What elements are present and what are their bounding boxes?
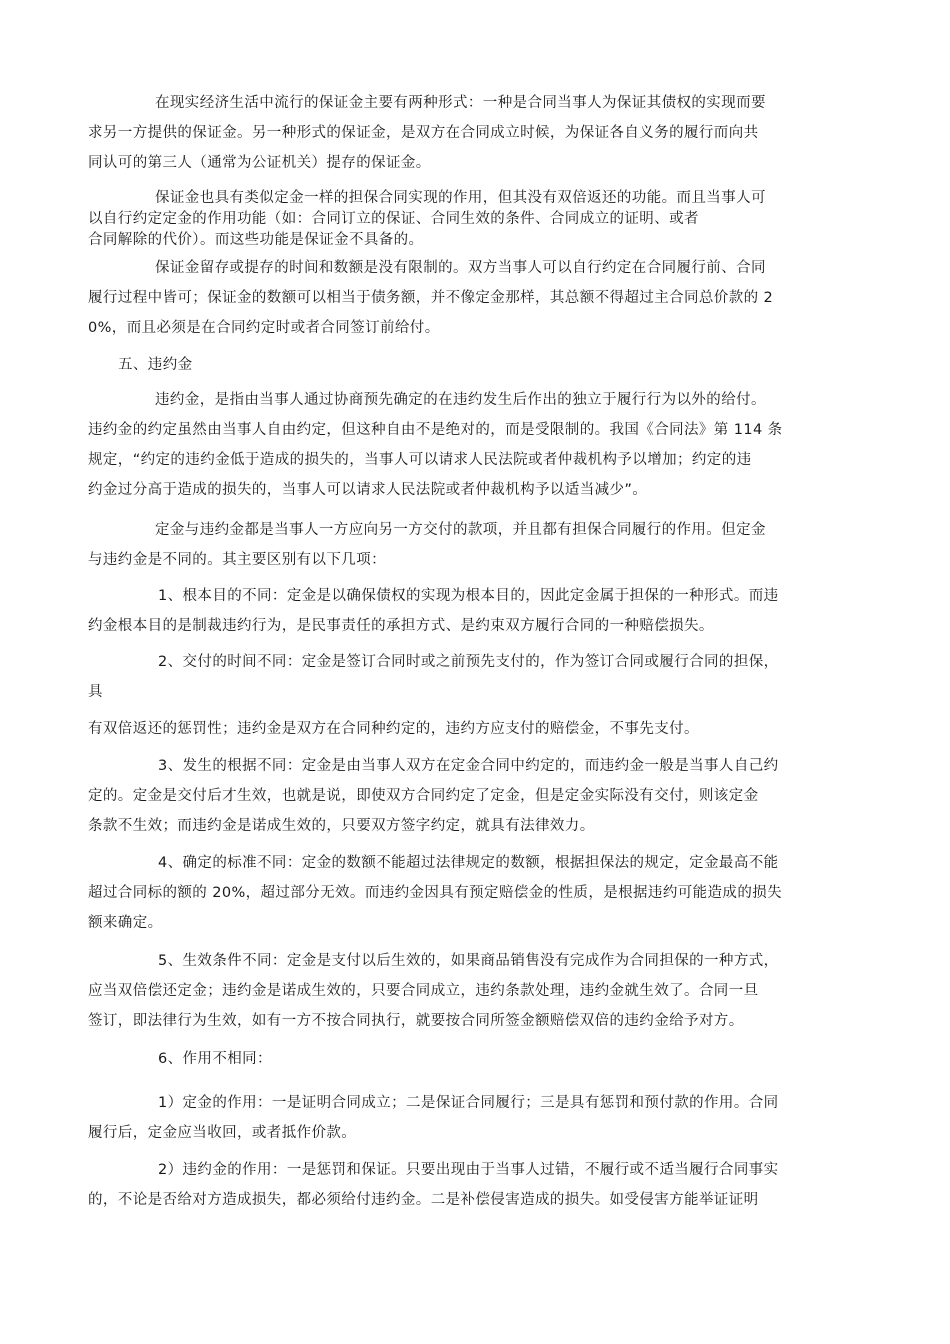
text-line: 定的。定金是交付后才生效，也就是说，即使双方合同约定了定金，但是定金实际没有交付，则该定金: [88, 788, 759, 804]
text-line: 履行过程中皆可；保证金的数额可以相当于债务额，并不像定金那样，其总额不得超过主合同总价款的 2: [88, 290, 774, 306]
text-line: 违约金的约定虽然由当事人自由约定，但这种自由不是绝对的，而是受限制的。我国《合同法》第 114 条: [88, 422, 783, 438]
paragraph: [88, 647, 872, 707]
text-line: 2、交付的时间不同：定金是签订合同时或之前预先支付的，作为签订合同或履行合同的担保，: [158, 654, 779, 670]
text-line: 3、发生的根据不同：定金是由当事人双方在定金合同中约定的，而违约金一般是当事人自己约: [158, 758, 779, 774]
paragraph: [88, 751, 872, 841]
text-line: 保证金留存或提存的时间和数额是没有限制的。双方当事人可以自行约定在合同履行前、合同: [155, 260, 766, 276]
paragraph: [88, 581, 872, 641]
paragraph: [88, 1155, 872, 1215]
text-line: 的，不论是否给对方造成损失，都必须给付违约金。二是补偿侵害造成的损失。如受侵害方能举证证明: [88, 1192, 759, 1208]
text-line: 定金与违约金都是当事人一方应向另一方交付的款项，并且都有担保合同履行的作用。但定金: [155, 522, 766, 538]
text-line: 2）违约金的作用：一是惩罚和保证。只要出现由于当事人过错，不履行或不适当履行合同事实: [158, 1162, 779, 1178]
text-line: 履行后，定金应当收回，或者抵作价款。: [88, 1125, 357, 1141]
paragraph: [88, 515, 872, 575]
text-line: 0%，而且必须是在合同约定时或者合同签订前给付。: [88, 320, 440, 336]
text-line: 规定，“约定的违约金低于造成的损失的，当事人可以请求人民法院或者仲裁机构予以增加；约定的违: [88, 452, 752, 468]
text-line: 6、作用不相同：: [158, 1051, 272, 1067]
paragraph: [88, 1044, 872, 1074]
paragraph: [88, 848, 872, 938]
text-line: 5、生效条件不同：定金是支付以后生效的，如果商品销售没有完成作为合同担保的一种方式，: [158, 953, 779, 969]
text-line: 违约金，是指由当事人通过协商预先确定的在违约发生后作出的独立于履行行为以外的给付。: [155, 392, 766, 408]
paragraph: [88, 88, 872, 178]
paragraph: [88, 385, 872, 505]
text-line: 条款不生效；而违约金是诺成生效的，只要双方签字约定，就具有法律效力。: [88, 818, 595, 834]
text-line: 签订，即法律行为生效，如有一方不按合同执行，就要按合同所签金额赔偿双倍的违约金给予对方。: [88, 1013, 744, 1029]
paragraph: [88, 714, 872, 744]
paragraph: [88, 946, 872, 1036]
text-line: 约金根本目的是制裁违约行为，是民事责任的承担方式、是约束双方履行合同的一种赔偿损失。: [88, 618, 714, 634]
section-heading: [88, 350, 872, 380]
text-line: 1、根本目的不同：定金是以确保债权的实现为根本目的，因此定金属于担保的一种形式。而违: [158, 588, 779, 604]
text-line: 应当双倍偿还定金；违约金是诺成生效的，只要合同成立，违约条款处理，违约金就生效了。合同一旦: [88, 983, 759, 999]
paragraph: [88, 188, 872, 251]
text-line: 具: [88, 684, 103, 700]
text-line: 保证金也具有类似定金一样的担保合同实现的作用，但其没有双倍返还的功能。而且当事人可: [155, 190, 766, 206]
text-line: 1）定金的作用：一是证明合同成立；二是保证合同履行；三是具有惩罚和预付款的作用。合同: [158, 1095, 779, 1111]
text-line: 同认可的第三人（通常为公证机关）提存的保证金。: [88, 155, 431, 171]
paragraph: [88, 1088, 872, 1148]
text-line: 合同解除的代价）。而这些功能是保证金不具备的。: [88, 232, 424, 248]
paragraph: [88, 253, 872, 343]
text-line: 额来确定。: [88, 915, 163, 931]
text-line: 与违约金是不同的。其主要区别有以下几项：: [88, 552, 386, 568]
text-line: 超过合同标的额的 20%，超过部分无效。而违约金因具有预定赔偿金的性质，是根据违约可能造成的损失: [88, 885, 783, 901]
text-line: 以自行约定定金的作用功能（如：合同订立的保证、合同生效的条件、合同成立的证明、或者: [88, 211, 699, 227]
text-line: 有双倍返还的惩罚性；违约金是双方在合同种约定的，违约方应支付的赔偿金，不事先支付。: [88, 721, 699, 737]
text-line: 约金过分高于造成的损失的，当事人可以请求人民法院或者仲裁机构予以适当减少”。: [88, 482, 648, 498]
text-line: 五、违约金: [118, 357, 193, 373]
text-line: 4、确定的标准不同：定金的数额不能超过法律规定的数额，根据担保法的规定，定金最高不能: [158, 855, 779, 871]
text-line: 在现实经济生活中流行的保证金主要有两种形式：一种是合同当事人为保证其债权的实现而要: [155, 95, 766, 111]
text-line: 求另一方提供的保证金。另一种形式的保证金，是双方在合同成立时候，为保证各自义务的履行而向共: [88, 125, 759, 141]
